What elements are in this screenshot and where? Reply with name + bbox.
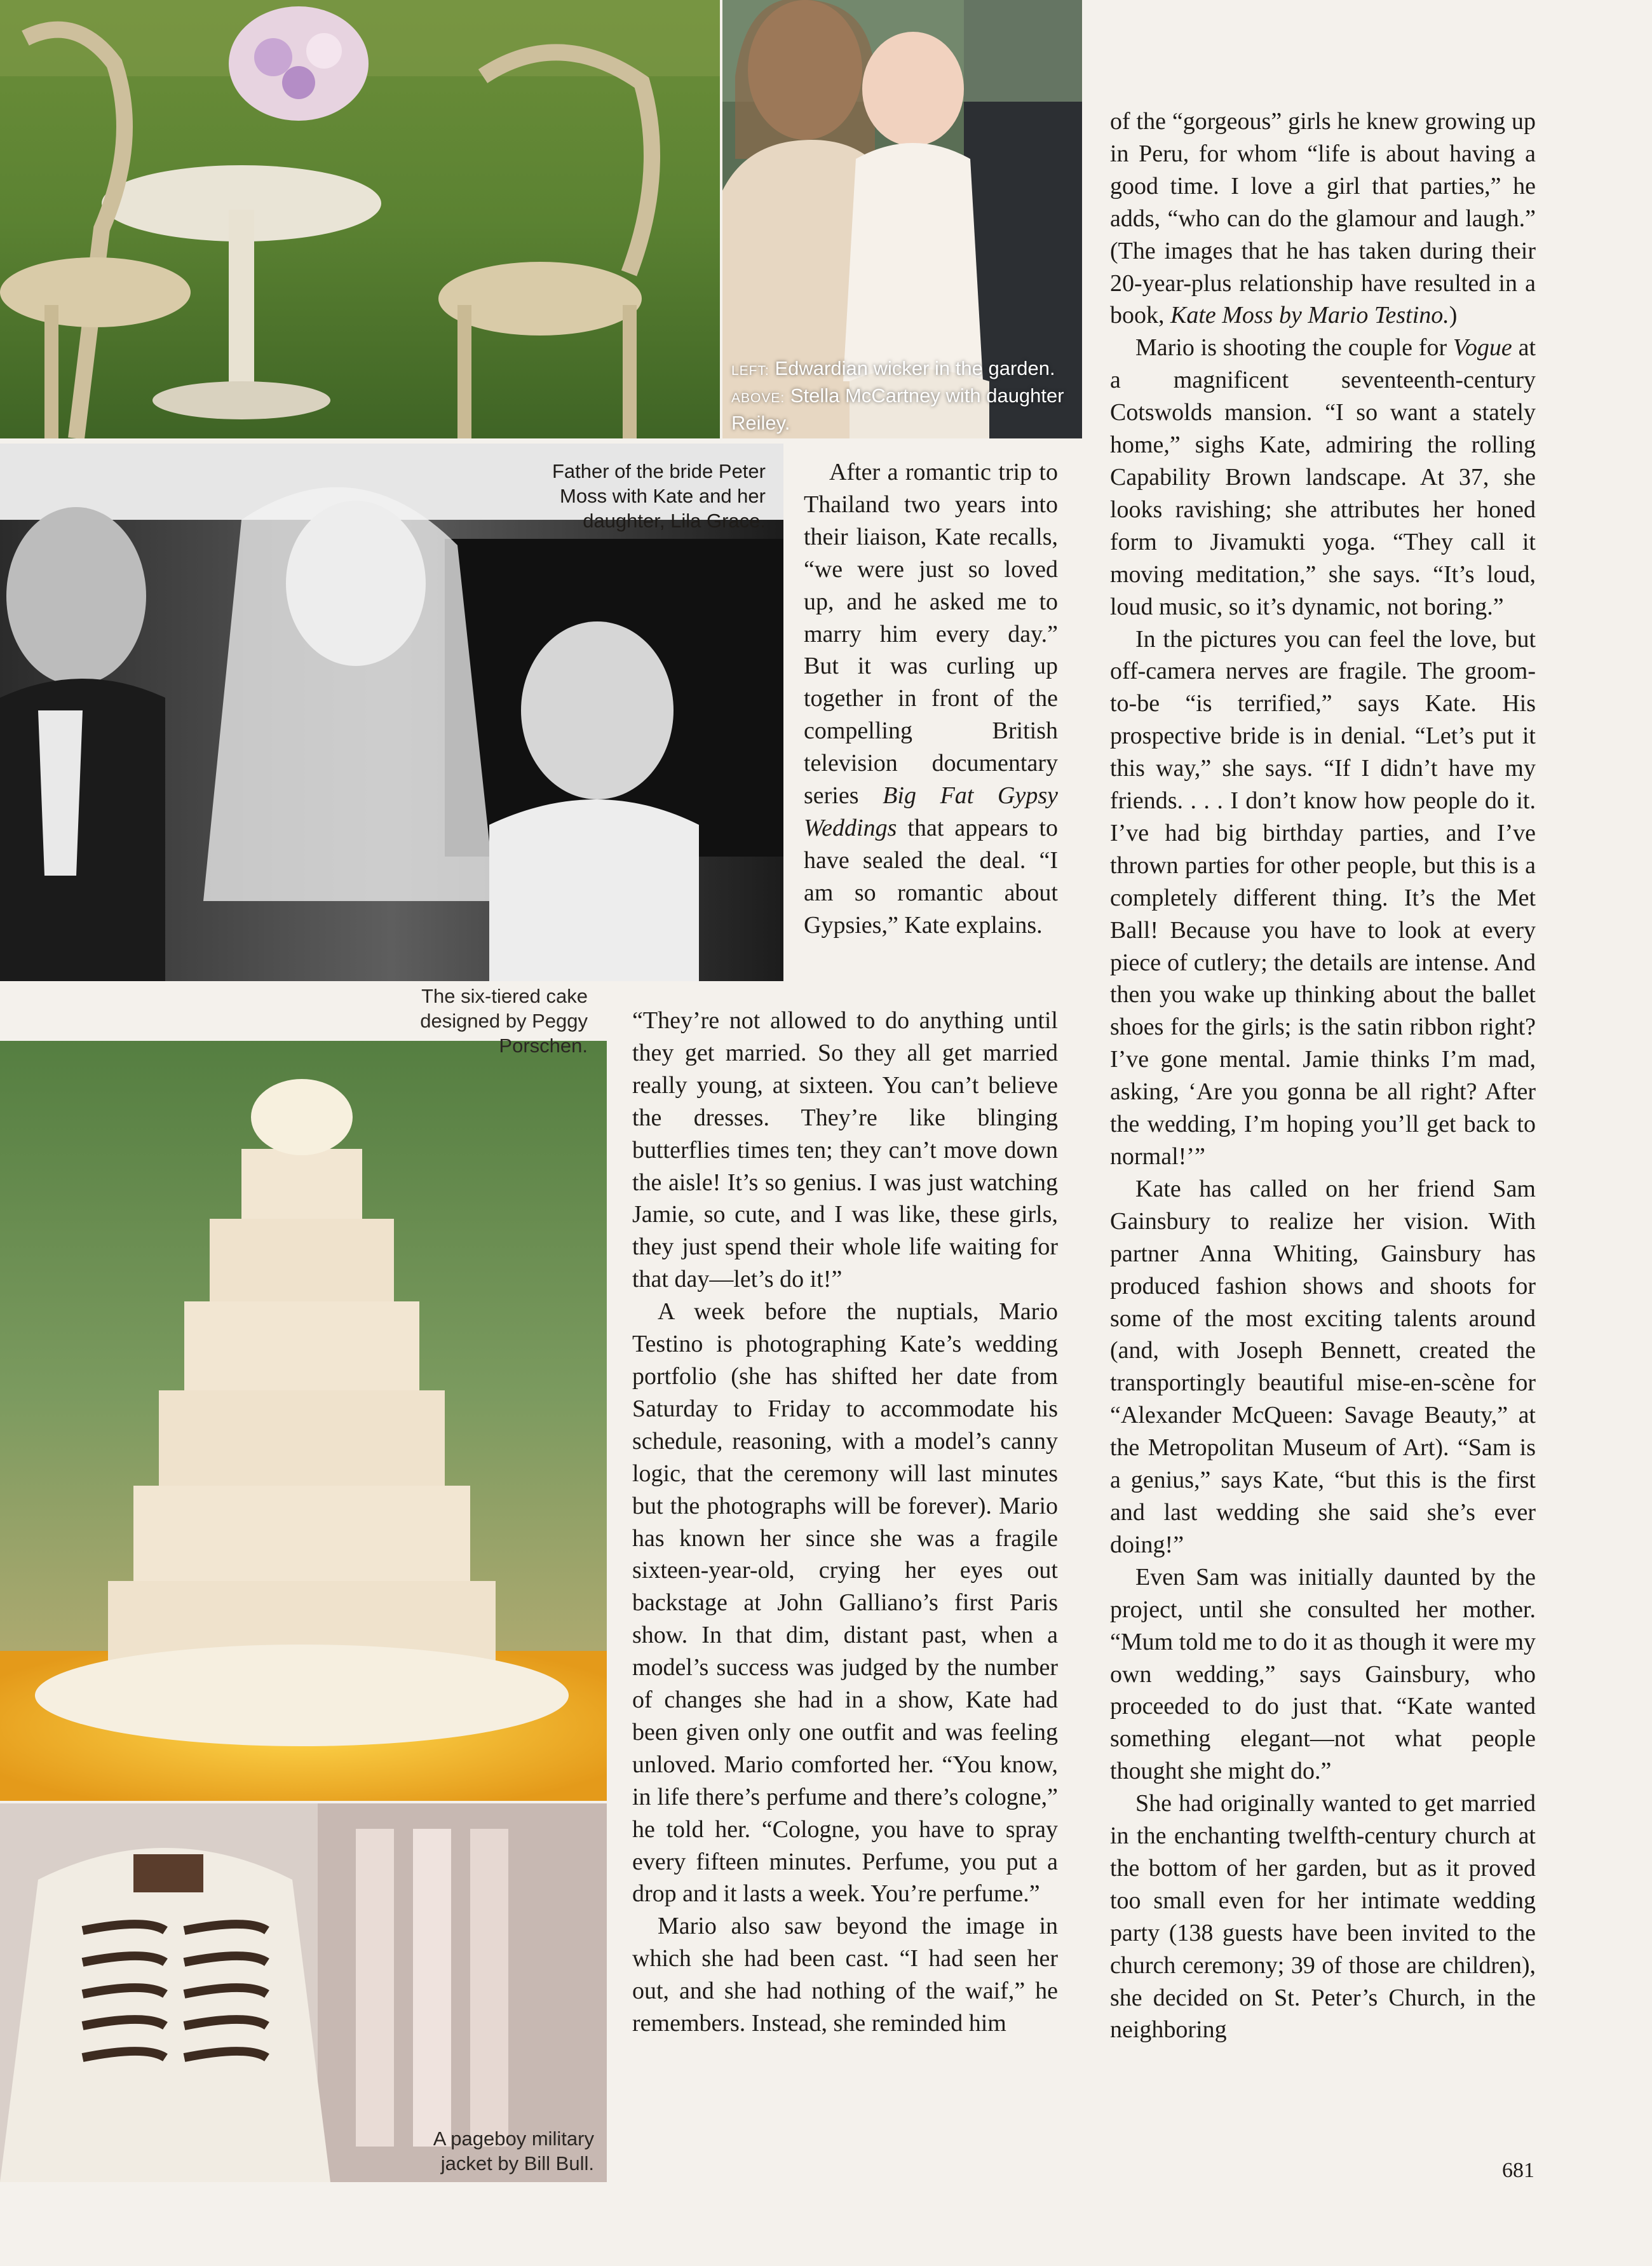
garden-wicker-photo	[0, 0, 720, 438]
father-caption: Father of the bride Peter Moss with Kate and her daughter, Lila Grace.	[552, 460, 766, 532]
paragraph-even-sam: Even Sam was initially daunted by the project, until she consulted her mother. “Mum told me to do it as though it were my own wedding,” says Gainsbury, who proceeded to do just that. “Kate wanted something elegant—not what people thought she might do.”	[1110, 1563, 1536, 1785]
paragraph-feel-the-love: In the pictures you can feel the love, but off-camera nerves are fragile. The groom-to-be “is terrified,” says Kate. His prospective bride is in denial. “Let’s put it this way,” she says. “If I didn’t have my friends. . . . I don’t know how people do it. I’ve had big birthday parties, and I’ve thrown parties for other people, but this is a completely different thing. It’s the Met Ball! Because you have to look at every piece of cutlery; the details are intense. And then you wake up thinking about the ballet shoes for the girls; is the satin ribbon right? I’ve gone mental. Jamie thinks I’m mad, asking, ‘Are you gonna be all right? After the wedding, I’m hoping you’ll get back to normal!’”	[1110, 625, 1536, 1170]
stella-caption-text: Stella McCartney with daughter Reiley.	[731, 384, 1064, 434]
pageboy-jacket-photo	[0, 1803, 607, 2182]
paragraph-gorgeous-girls	[1110, 105, 1536, 332]
wedding-cake-photo	[0, 984, 607, 1801]
article-column-right	[1110, 105, 1536, 2046]
text-close-paren: )	[1449, 302, 1458, 329]
jacket-caption: A pageboy military jacket by Bill Bull.	[433, 2127, 594, 2174]
cake-caption: The six-tiered cake designed by Peggy Porschen.	[420, 985, 588, 1057]
father-of-bride-photo	[0, 444, 783, 981]
paragraph-week-before: A week before the nuptials, Mario Testino is photographing Kate’s wedding portfolio (she has shifted her date from Saturday to Friday to accommodate his schedule, reasoning, with a model’s canny logic, that the ceremony will last minutes but the photographs will be forever). Mario has known her since she was a fragile sixteen-year-old, crying her eyes out backstage at John Galliano’s first Paris show. In that dim, distant past, when a model’s success was judged by the number of changes she had in a show, Kate had been given only one outfit and was feeling unloved. Mario comforted her. “You know, in life there’s perfume and there’s cologne,” he told her. “Cologne, you have to spray every fifteen minutes. Perfume, you put a drop and it lasts a week. You’re perfume.”	[632, 1298, 1058, 1908]
caption-tag-above: ABOVE:	[731, 391, 785, 405]
stella-caption	[731, 356, 1074, 435]
stella-mccartney-photo	[722, 0, 1082, 438]
paragraph-originally-wanted: She had originally wanted to get married in the enchanting twelfth-century church at the bottom of her garden, but as it proved too small even for her intimate wedding party (138 guests have been invited to the church ceremony; 39 of those are children), she decided on St. Peter’s Church, in the neighboring	[1110, 1790, 1536, 2044]
title-big-fat-gypsy-weddings: Big Fat Gypsy Weddings	[804, 782, 1058, 841]
text-gorgeous-girls: of the “gorgeous” girls he knew growing up in Peru, for whom “life is about having a good time. I love a girl that parties,” he adds, “who can do the glamour and laugh.” (The images that he has taken during their 20-year-plus relationship have resulted in a book,	[1110, 108, 1536, 329]
paragraph-shooting-couple	[1110, 332, 1536, 623]
text-shooting-for: Mario is shooting the couple for	[1135, 334, 1453, 362]
page-number: 681	[1502, 2159, 1534, 2182]
paragraph-beyond-image: Mario also saw beyond the image in which she had been cast. “I had seen her out, and she had nothing of the waif,” he remembers. Instead, she reminded him	[632, 1913, 1058, 2037]
paragraph-gypsy-quote: “They’re not allowed to do anything until they get married. So they all get married really young, at sixteen. You can’t believe the dresses. They’re like blinging butterflies times ten; they can’t move down the aisle! It’s so genius. I was just watching Jamie, so cute, and I was like, these girls, they just spend their whole life waiting for that day—let’s do it!”	[632, 1007, 1058, 1293]
article-column-middle-top	[804, 456, 1058, 942]
text-sealed-the-deal: that appears to have sealed the deal. “I am so romantic about Gypsies,” Kate explains.	[804, 814, 1058, 939]
garden-caption-text: Edwardian wicker in the garden.	[775, 357, 1055, 379]
title-kate-moss-book: Kate Moss by Mario Testino.	[1170, 302, 1449, 329]
caption-tag-left: LEFT:	[731, 363, 769, 378]
paragraph-sam-gainsbury: Kate has called on her friend Sam Gainsbury to realize her vision. With partner Anna Whiting, Gainsbury has produced fashion shows and shoots for some of the most exciting talents around (and, with Joseph Bennett, created the transportingly beautiful mise-en-scène for “Alexander McQueen: Savage Beauty,” at the Metropolitan Museum of Art). “Sam is a genius,” says Kate, “but this is the first and last wedding she said she’s ever doing!”	[1110, 1175, 1536, 1558]
text-romantic-trip: After a romantic trip to Thailand two years into their liaison, Kate recalls, “we were just so loved up, and he asked me to marry him every day.” But it was curling up together in front of the compelling British television documentary series	[804, 459, 1058, 810]
text-cotswolds-mansion: at a magnificent seventeenth-century Cotswolds mansion. “I so want a stately home,” sighs Kate, admiring the rolling Capability Brown landscape. At 37, she looks ravishing; she attributes her honed form to Jivamukti yoga. “They call it moving meditation,” she says. “It’s loud, loud music, so it’s dynamic, not boring.”	[1110, 334, 1536, 620]
title-vogue: Vogue	[1452, 334, 1512, 362]
article-column-middle-bottom	[632, 1005, 1058, 2040]
paragraph-romantic-trip	[804, 456, 1058, 942]
